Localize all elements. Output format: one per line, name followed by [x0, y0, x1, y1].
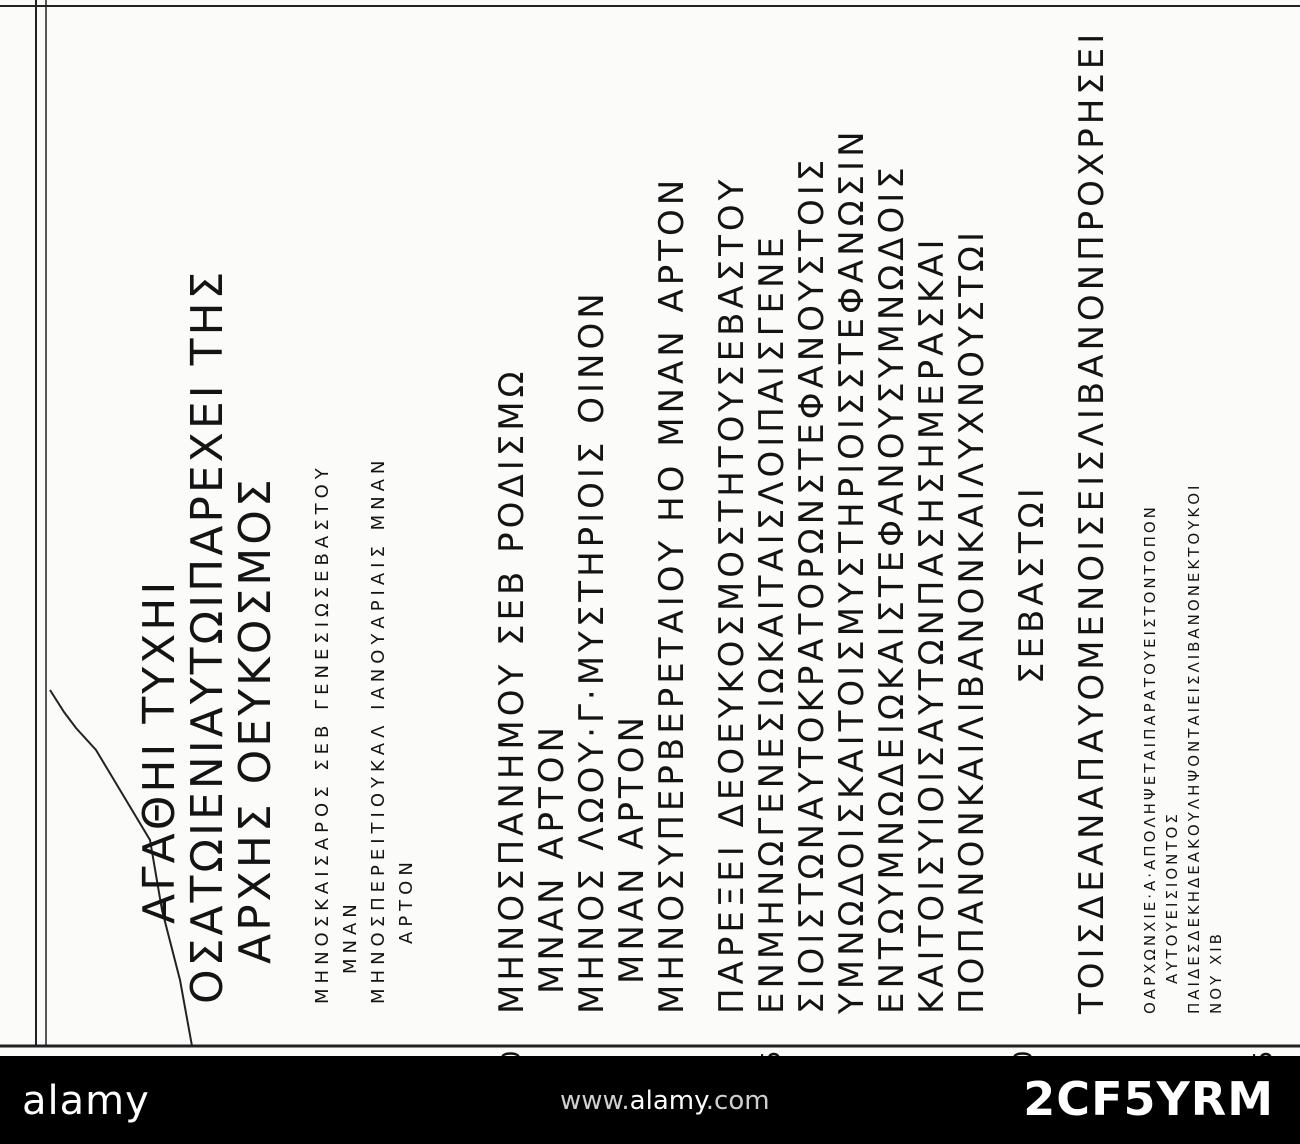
inscription-line: ΑΓΑΘΗΙ ΤΥΧΗΙ	[134, 578, 185, 924]
image-id: 2CF5YRM	[1023, 1072, 1274, 1126]
inscription-line: ΝΟΥ ΧΙΒ	[1207, 931, 1225, 1014]
inscription-line: ΕΝΤΩΥΜΝΩΔΕΙΩΚΑΙΣΤΕΦΑΝΟΥΣΥΜΝΩΔΟΙΣ	[872, 163, 912, 1014]
inscription-line: ΚΑΙΤΟΙΣΥΙΟΙΣΑΥΤΩΝΠΑΣΗΣΗΜΕΡΑΣΚΑΙ	[912, 235, 952, 1014]
inscription-line: ΜΝΑΝ	[340, 899, 361, 974]
inscription-line: ΕΝΜΗΝΩΓΕΝΕΣΙΩΚΑΙΤΑΙΣΛΟΙΠΑΙΣΓΕΝΕ	[752, 233, 792, 1014]
inscription-line: ΜΝΑΝ ΑΡΤΟΝ	[612, 713, 652, 984]
inscription-line: ΜΗΝΟΣΚΑΙΣΑΡΟΣ ΣΕΒ ΓΕΝΕΣΙΩΣΕΒΑΣΤΟΥ	[312, 463, 333, 1004]
inscription-line: ΜΝΑΝ ΑΡΤΟΝ	[532, 723, 572, 994]
inscription-line: ΑΡΤΟΝ	[396, 857, 417, 944]
inscription-text	[58, 4, 1298, 1044]
inscription-line: ΣΕΒΑΣΤΩΙ	[1012, 484, 1052, 684]
banner-url[interactable]: www.alamy.com	[560, 1086, 770, 1116]
inscription-line: ΑΥΤΟΥΕΙΣΙΟΝΤΟΣ	[1163, 811, 1181, 984]
inscription-line: ΠΟΠΑΝΟΝΚΑΙΛΙΒΑΝΟΝΚΑΙΛΥΧΝΟΥΣΤΩΙ	[952, 228, 992, 1014]
inscription-line: ΜΗΝΟΣΠΕΡΕΙΤΙΟΥΚΑΛ ΙΑΝΟΥΑΡΙΑΙΣ ΜΝΑΝ	[368, 455, 389, 1004]
inscription-line: ΟΣΑΤΩΙΕΝΙΑΥΤΩΙΠΑΡΕΧΕΙ ΤΗΣ	[182, 268, 233, 1004]
inscription-line: ΥΜΝΩΔΟΙΣΚΑΙΤΟΙΣΜΥΣΤΗΡΙΟΙΣΣΤΕΦΑΝΩΣΙΝ	[832, 127, 872, 1014]
inscription-line: ΜΗΝΟΣ ΛΩΟΥ·Γ·ΜΥΣΤΗΡΙΟΙΣ ΟΙΝΟΝ	[572, 289, 612, 1014]
inscription-line: ΤΟΙΣΔΕΑΝΑΠΑΥΟΜΕΝΟΙΣΕΙΣΛΙΒΑΝΟΝΠΡΟΧΡΗΣΕΙ	[1072, 29, 1112, 1014]
inscription-line: ΠΑΙΔΕΣΔΕΚΗΔΕΑΚΟΥΛΗΨΟΝΤΑΙΕΙΣΛΙΒΑΝΟΝΕΚΤΟΥΚΟΙ	[1185, 482, 1203, 1014]
inscription-line: ΜΗΝΟΣΠΑΝΗΜΟΥ ΣΕΒ ΡΟΔΙΣΜΩ	[492, 367, 532, 1014]
inscription-line: ΣΙΟΙΣΤΩΝΑΥΤΟΚΡΑΤΟΡΩΝΣΤΕΦΑΝΟΥΣΤΟΙΣ	[792, 155, 832, 1014]
inscription-line: ΜΗΝΟΣΥΠΕΡΒΕΡΕΤΑΙΟΥ ΗΟ ΜΝΑΝ ΑΡΤΟΝ	[652, 175, 692, 1014]
stock-banner	[0, 1056, 1300, 1144]
inscription-line: ΟΑΡΧΩΝΧΙΕ·Α·ΑΠΟΛΗΨΕΤΑΙΠΑΡΑΤΟΥΕΙΣΤΟΝΤΟΠΟΝ	[1141, 504, 1159, 1014]
inscription-line: ΑΡΧΗΣ ΟΕΥΚΟΣΜΟΣ	[230, 476, 281, 964]
inscription-line: ΠΑΡΕΞΕΙ ΔΕΟΕΥΚΟΣΜΟΣΤΗΤΟΥΣΕΒΑΣΤΟΥ	[712, 175, 752, 1014]
alamy-logo: alamy	[22, 1078, 150, 1124]
